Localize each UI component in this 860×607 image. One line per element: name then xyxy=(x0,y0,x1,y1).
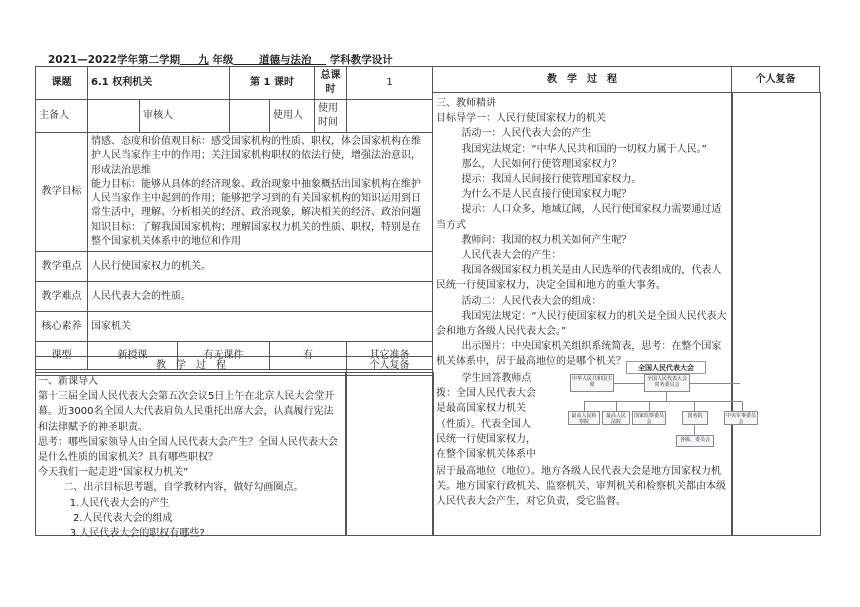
other-prep-label: 其它准备 xyxy=(347,342,433,370)
core-literacy-label: 核心素养 xyxy=(36,312,88,342)
goals-label: 教学目标 xyxy=(36,133,88,252)
left-process-label: 教 学 过 程 xyxy=(36,357,347,376)
right-personal-box xyxy=(731,92,821,536)
right-process-body: 三、教师精讲 目标导学一：人民行使国家权力的机关 活动一：人民代表大会的产生 我国宪法规定：“中华人民共和国的一切权力属于人民。” 那么，人民如何行使管理国家权力？ 提示：我国人民间接行使管理国家权力。 为什么不是人民直接行使国家权力呢？ 提示：人口众多，地域辽阔，人民行使国家权力需要通过适当方式 教师问：我国的权力机关如何产生呢？ 人民代表大会的产生： 我国各级国家权力机关是由人民选举的代表组成的，代表人民统一行使国家权力，决定全国和地方的重大事务。 活动二：人民代表大会的组成： 我国宪法规定：“人民行使国家权力的机关是全国人民代表大会和地方各级人民代表大会。” 出示图片：中央国家机关组织系统简表，思考：在整个国家机关体系中，居于最高地位的是哪个机关？ xyxy=(436,98,727,368)
key-point: 人民行使国家权力的机关。 xyxy=(88,252,433,282)
right-process-header xyxy=(432,66,820,93)
courseware-value: 有 xyxy=(270,342,347,370)
military-commission-box: 中央军事委员会 xyxy=(726,413,757,425)
document-header xyxy=(48,52,393,67)
standing-committee-box: 全国人民代表大会常务委员会 xyxy=(644,374,690,392)
supervisory-commission-box: 国家监察委员会 xyxy=(634,413,665,425)
difficulty-label: 教学难点 xyxy=(36,282,88,312)
header-tail: 学科教学设计 xyxy=(329,54,393,66)
lesson-type: 新授课 xyxy=(88,342,178,370)
state-council-box: 国务院 xyxy=(682,411,708,425)
reviewer-label: 审核人 xyxy=(140,100,230,133)
courseware-label: 有无课件 xyxy=(178,342,270,370)
total-periods-label: 总课时 xyxy=(315,67,347,100)
use-time-label: 使用时间 xyxy=(315,100,347,133)
lesson-type-label: 课型 xyxy=(36,342,88,370)
state-organ-diagram xyxy=(564,361,770,453)
npc-title-box: 全国人民代表大会 xyxy=(626,361,706,374)
supreme-procuratorate-box: 最高人民检察院 xyxy=(568,411,600,425)
president-box: 中华人民共和国主席 xyxy=(570,374,614,392)
left-personal-label: 个人复备 xyxy=(347,357,433,376)
left-process-body: 一、新课导入 第十三届全国人民代表大会第五次会议5日上午在北京人民大会堂开幕。近3000名全国人大代表肩负人民重托出席大会，认真履行宪法和法律赋予的神圣职责。 思考：哪些国家领导人由全国人民代表大会产生？全国人民代表大会是什么性质的国家机关？具有哪些职权？ 今天我们一起走进“国家权力机关” 二、出示目标思考题，自学教材内容，做好勾画圈点。 1.人民代表大会的产生 2.人民代表大会的组成 3.人民代表大会的职权有哪些? xyxy=(38,376,338,540)
right-bottom-text: 居于最高地位（地位）。地方各级人民代表大会是地方国家权力机关。地方国家行政机关、监察机关、审判机关和检察机关都由本级人民代表大会产生，对它负责，受它监督。 xyxy=(436,466,726,508)
right-side-text: 学生回答教师点拨：全国人民代表大会是最高国家权力机关（性质）。代表全国人民统一行使国家权力，在整个国家机关体系中 xyxy=(436,373,536,461)
right-process-label: 教 学 过 程 xyxy=(433,67,732,93)
key-point-label: 教学重点 xyxy=(36,252,88,282)
supreme-court-box: 最高人民法院 xyxy=(602,411,630,425)
right-personal-label: 个人复备 xyxy=(732,67,820,93)
left-personal-box xyxy=(345,372,434,536)
grade: 九 xyxy=(198,54,209,66)
total-periods-value: 1 xyxy=(347,67,433,100)
topic-label: 课题 xyxy=(36,67,88,100)
difficulty: 人民代表大会的性质。 xyxy=(88,282,433,312)
core-literacy: 国家机关 xyxy=(88,312,433,342)
ministries-box: 各级、委员会 xyxy=(676,435,714,447)
subject: 道德与法治 xyxy=(258,54,312,66)
lesson-info-table xyxy=(35,66,433,370)
school-year: 2021—2022学年第二学期 xyxy=(48,54,180,66)
grade-suffix: 年级 xyxy=(208,54,234,66)
teaching-goals: 情感、态度和价值观目标：感受国家机构的性质、职权，体会国家机构在维护人民当家作主中的作用；关注国家机构职权的依法行使，增强法治意识，形成法治思维 能力目标：能够从具体的经济现象、政治现象中抽象概括出国家机构在维护人民当家作主中起到的作用；能够把学习到的有关国家机构的知识运用到日常生活中，理解、分析相关的经济、政治现象，解决相关的经济、政治问题 知识目标：了解我国国家机构；理解国家权力机关的性质、职权，特别是在整个国家机关体系中的地位和作用 xyxy=(88,133,433,252)
preparer-label: 主备人 xyxy=(36,100,88,133)
period-value: 第 1 课时 xyxy=(230,67,315,100)
topic-value: 6.1 权利机关 xyxy=(88,67,230,100)
user-label: 使用人 xyxy=(270,100,315,133)
